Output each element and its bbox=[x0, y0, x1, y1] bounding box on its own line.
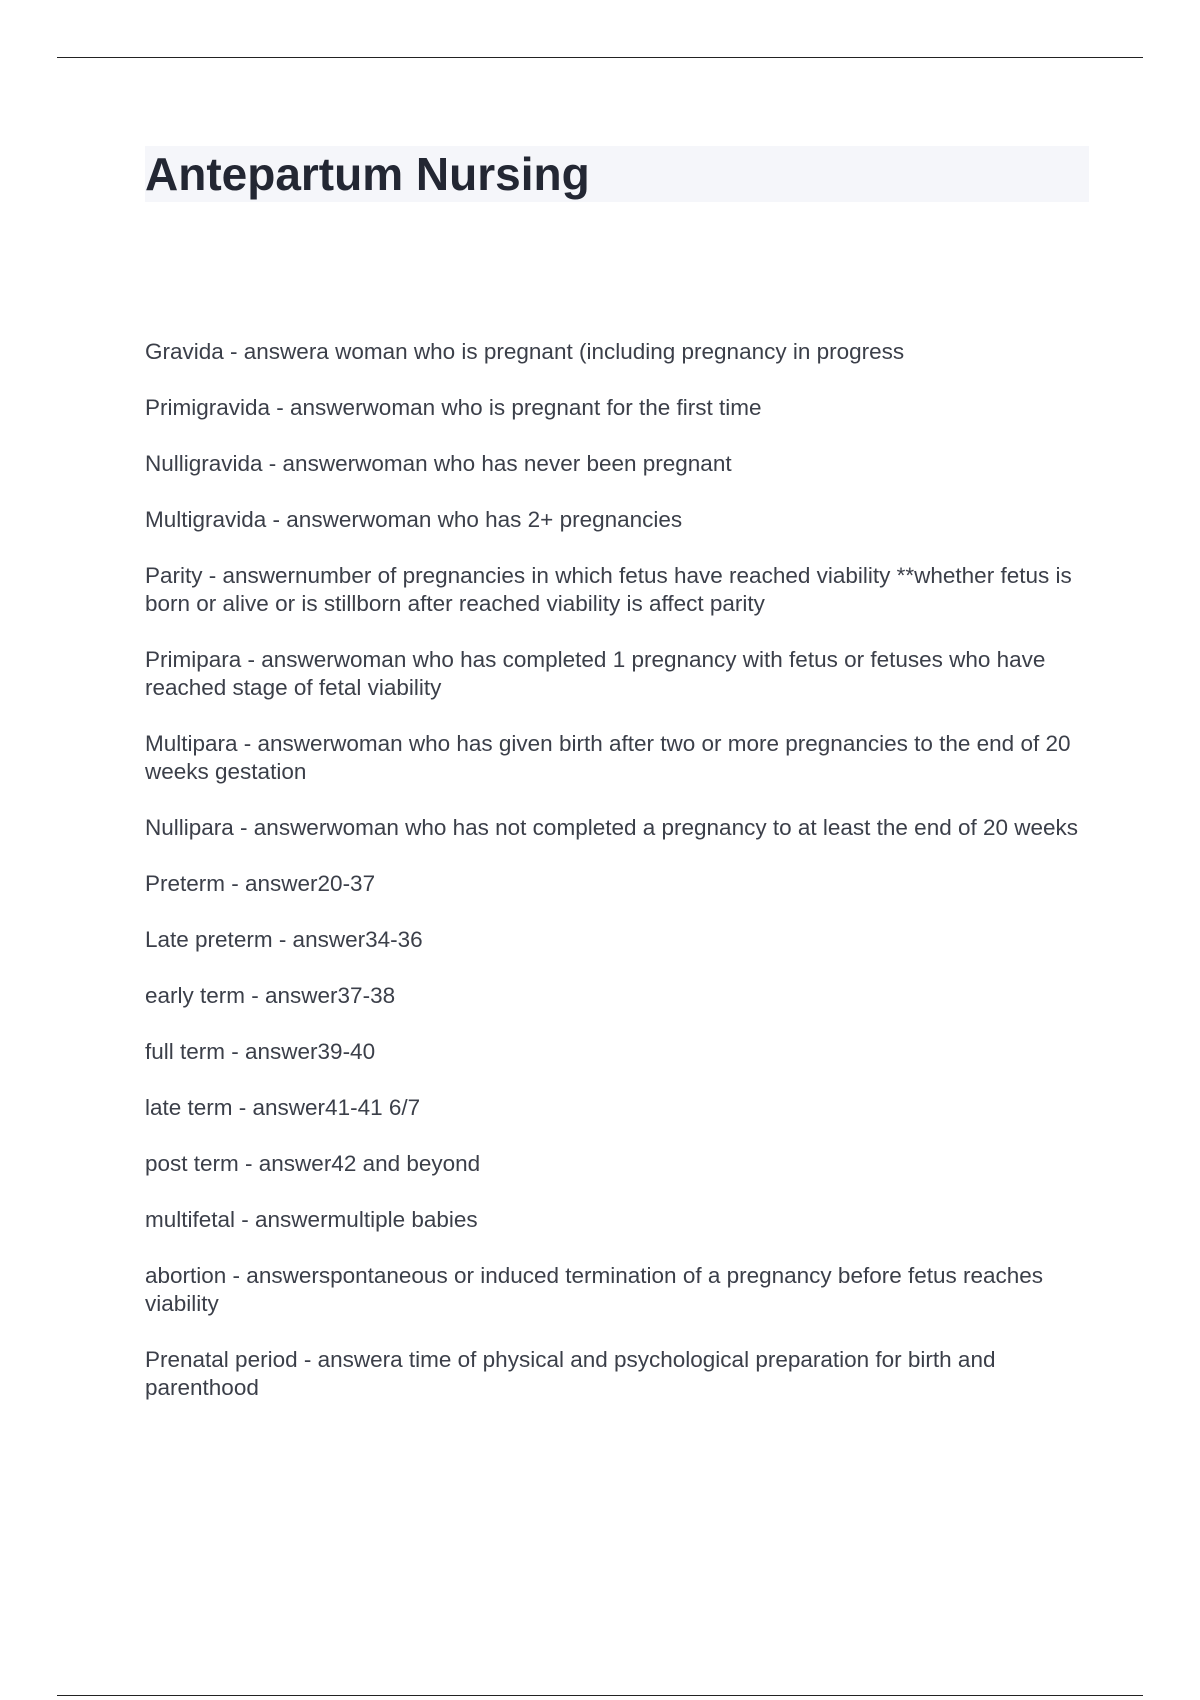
flashcard-entry-late-term: late term - answer41-41 6/7 bbox=[145, 1095, 421, 1120]
flashcard-list bbox=[145, 338, 1089, 1430]
flashcard-entry-prenatal-period: Prenatal period - answera time of physical and psychological preparation for birth and parenthood bbox=[145, 1347, 996, 1400]
flashcard-entry-multigravida: Multigravida - answerwoman who has 2+ pregnancies bbox=[145, 507, 683, 532]
flashcard-entry-late-preterm: Late preterm - answer34-36 bbox=[145, 927, 423, 952]
flashcard-entry-nullipara: Nullipara - answerwoman who has not completed a pregnancy to at least the end of 20 weeks bbox=[145, 815, 1079, 840]
flashcard-entry-primipara: Primipara - answerwoman who has completed 1 pregnancy with fetus or fetuses who have reached stage of fetal viability bbox=[145, 647, 1046, 700]
flashcard-entry-gravida: Gravida - answera woman who is pregnant (including pregnancy in progress bbox=[145, 339, 905, 364]
flashcard-entry-post-term: post term - answer42 and beyond bbox=[145, 1151, 481, 1176]
flashcard-entry-multipara: Multipara - answerwoman who has given birth after two or more pregnancies to the end of 20 weeks gestation bbox=[145, 731, 1071, 784]
flashcard-entry-multifetal: multifetal - answermultiple babies bbox=[145, 1207, 478, 1232]
flashcard-entry-parity: Parity - answernumber of pregnancies in which fetus have reached viability **whether fetus is born or alive or is stillborn after reached viability is affect parity bbox=[145, 563, 1072, 616]
top-rule bbox=[57, 57, 1143, 58]
flashcard-entry-full-term: full term - answer39-40 bbox=[145, 1039, 376, 1064]
flashcard-entry-primigravida: Primigravida - answerwoman who is pregnant for the first time bbox=[145, 395, 762, 420]
bottom-rule bbox=[57, 1695, 1143, 1696]
flashcard-entry-early-term: early term - answer37-38 bbox=[145, 983, 396, 1008]
page-title: Antepartum Nursing bbox=[145, 148, 590, 200]
flashcard-entry-abortion: abortion - answerspontaneous or induced termination of a pregnancy before fetus reaches viability bbox=[145, 1263, 1044, 1316]
flashcard-entry-preterm: Preterm - answer20-37 bbox=[145, 871, 376, 896]
flashcard-entry-nulligravida: Nulligravida - answerwoman who has never been pregnant bbox=[145, 451, 732, 476]
